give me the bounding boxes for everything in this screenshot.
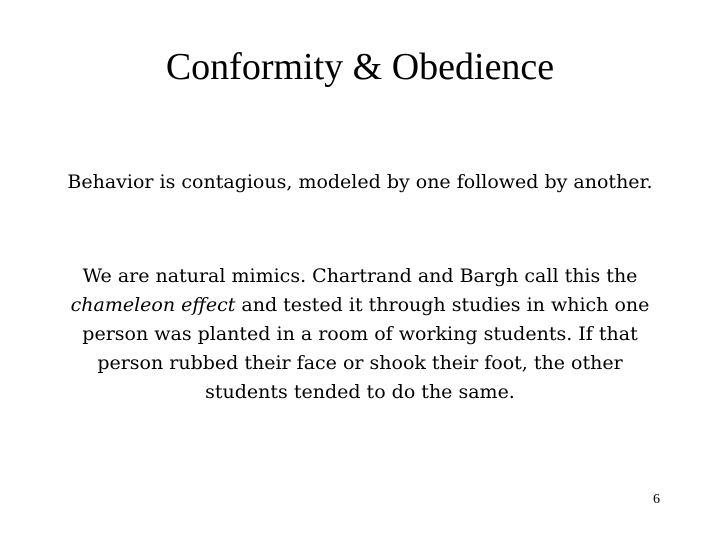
paragraph-text-before: We are natural mimics. Chartrand and Bargh call this the [82,265,638,287]
paragraph-chameleon-effect [60,262,660,407]
page-number: 6 [653,492,660,507]
paragraph-contagious-behavior: Behavior is contagious, modeled by one followed by another. [67,171,653,193]
paragraph-text-after: and tested it through studies in which one person was planted in a room of working students. If that person rubbed their face or shook their foot, the other students tended to do the same. [82,294,650,403]
slide-title: Conformity & Obedience [165,46,555,88]
chameleon-effect-term: chameleon effect [70,294,236,316]
